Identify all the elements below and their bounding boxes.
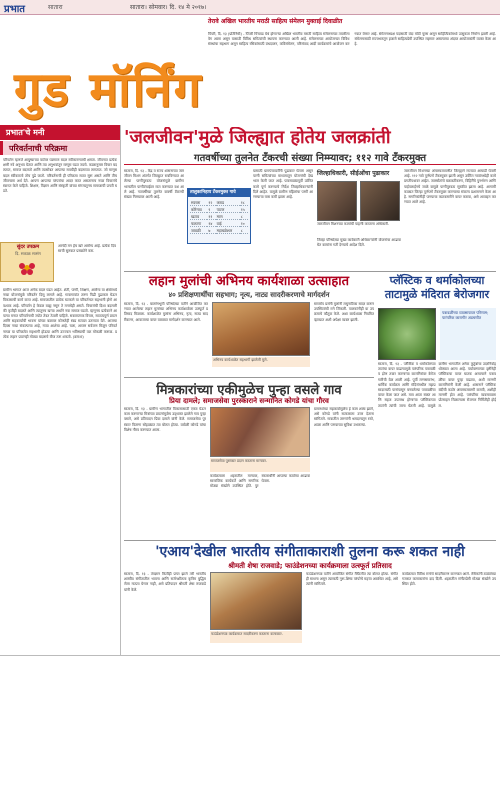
column-divider (120, 125, 121, 655)
award-photo (210, 407, 310, 457)
edition-label: सातारा (48, 4, 63, 11)
headline-rule (124, 164, 496, 165)
quote-title: सुंदर उपक्रम (16, 244, 40, 250)
top-story-headline: तेरावे अखिल भारतीय मराठी साहित्य संमेलन मुक्ताई दिवाळीत (208, 18, 343, 25)
village-subhead: प्रिया दामले; समाजसेवा पुरस्काराने सन्मानित कोगडे यांचा गौरव (169, 397, 329, 405)
collector-photo (317, 181, 357, 221)
stats-table (190, 199, 248, 234)
table-cell: जावळी (190, 227, 207, 234)
table-cell: फलटण (190, 220, 207, 227)
table-cell: कोरेगाव (190, 206, 207, 213)
section-rule (124, 271, 496, 272)
table-cell: ७ (207, 227, 215, 234)
table-cell: पाटण (216, 206, 240, 213)
main-story-col5: जलजीवन मिशनच्या अंमलबजावणीत जिल्ह्याने राज्यात आघाडी घेतली आहे. ११२ गावे पूर्णपणे टँकरमुक्त झाली असून उर्वरित गावांमध्येही कामे प्रगतीपथावर आहेत. जलस्रोतांचे बळकटीकरण, विहिरींचे पुनर्भरण आणि पाईपलाईनचे जाळे यामुळे पाणीपुरवठा सुरळीत झाला आहे. आगामी काळात जिल्हा पूर्णपणे टँकरमुक्त करण्याचा संकल्प प्रशासनाने केला आहे. नागरिकांनीही पाण्याचा काटकसरीने वापर करावा, असे आवाहन करण्यात आले आहे. (404, 169, 496, 205)
ai-music-story-col2: फाउंडेशनच्या वतीने आयोजित संगीत मैफिलीत त्या बोलत होत्या. संगीत ही साधना असून त्यासाठी गुरू-शिष्य परंपरेचे महत्त्व अबाधित आहे, असे त्यांनी सांगितले. (306, 572, 398, 587)
flower-icon (16, 259, 38, 277)
table-cell: खटाव (190, 213, 207, 220)
table-cell: १८ (240, 199, 248, 206)
ceo-photo (360, 181, 400, 221)
award-photo-caption: समाजसेवा पुरस्कार प्रदान करताना मान्यवर. (210, 458, 310, 472)
table-row (190, 227, 248, 234)
table-cell: महाबळेश्वर (216, 227, 240, 234)
page-bottom-rule (0, 655, 500, 656)
village-story-col2: कार्यक्रमाला शहरातील मान्यवर, सामाजिक कार्यकर्ते आणि नागरिक मोठ्या संख्येने उपस्थित होते. पुरस्कारार्थींनी आपल्या कार्याचा आढावा घेतला. (210, 474, 310, 489)
table-cell: ९ (207, 206, 215, 213)
workshop-photo (212, 302, 310, 356)
ai-music-story-col3: कार्यक्रमात विविध रागांचे सादरीकरण करण्यात आले. रसिकांनी टाळ्यांच्या गजरात कलाकारांना दाद दिली. शहरातील संगीतप्रेमी मोठ्या संख्येने उपस्थित होते. (402, 572, 496, 587)
top-strip (0, 0, 500, 15)
quote-text: आनंदी मन हेच खरे आरोग्य आहे. प्रत्येक दिवसाची सुरुवात प्रसन्नतेने करा. (58, 244, 116, 254)
ai-music-story-col1: सातारा, दि. १३ - तंत्रज्ञान कितीही प्रगत झाले तरी भारतीय शास्त्रीय संगीतातील भावना आणि सर्जनशीलता कृत्रिम बुद्धिमत्तेला गाठता येणार नाही, असे प्रतिपादन श्रीमती शेषा राजवाडे यांनी केले. (124, 572, 206, 592)
stats-box-title: तालुकानिहाय टँकरमुक्त गावे (188, 189, 250, 197)
officials-byline: जिल्हाधिकारी, सीईओंचा पुढाकार (317, 170, 390, 177)
table-cell: ८ (240, 227, 248, 234)
column-body: परिवर्तन म्हणजे आयुष्याच्या वाटेवर घडणारा बदल स्वीकारण्याची क्षमता. जीवनात प्रत्येक क्षणी नवे अनुभव येतात आणि त्या अनुभवांतून माणूस घडत जातो. काळानुसार विचार बदलतात, समाज बदलतो आणि त्यासोबत आपल्या सवयीही बदलाव्या लागतात. जो माणूस बदल स्वीकारतो तोच पुढे जातो. परिवर्तनाची ही परिक्रमा सतत सुरू असते आणि तीच जीवनाला अर्थ देते. आपण आपल्या परंपरांचा आदर करत असतानाच नव्या विचारांचे स्वागत केले पाहिजे. शिक्षण, विज्ञान आणि संस्कृती यांच्या संगमातूनच समाजाची प्रगती घडते. (3, 158, 117, 194)
quote-sub: दि. सकाळ सत्संग (15, 251, 41, 256)
workshop-headline: लहान मुलांची अभिनय कार्यशाळा उत्साहात (148, 274, 350, 289)
column-tab: प्रभात'चे मनी (0, 125, 120, 140)
concert-photo (210, 572, 302, 630)
workshop-story-col3: समारोप प्रसंगी मुलांनी लघुनाटिका सादर करून उपस्थितांची मने जिंकली. पालकांनीही या उपक्रमाचे कौतुक केले. अशा कार्यशाळा नियमित व्हाव्यात अशी अपेक्षा व्यक्त झाली. (314, 302, 374, 322)
main-story-col1: सातारा, दि. १३ - केंद्र व राज्य शासनाच्या जलजीवन मिशन अंतर्गत जिल्ह्यात राबविण्यात आलेल्या पाणीपुरवठा योजनांमुळे ग्रामीण भागातील पाणीटंचाईवर मात करण्यात यश आले आहे. गतवर्षीच्या तुलनेत यावर्षी टँकरची संख्या निम्म्यावर आली आहे. (124, 169, 184, 200)
photo-caption: जलजीवन मिशनच्या कामांची पाहणी करताना अधिकारी. (317, 222, 390, 226)
plastic-headline: प्लॅस्टिक व थर्माकोलच्या ताटामुळे मंदिरात बेरोजगार (384, 274, 490, 301)
village-headline: मित्रकारांच्या एकीमुळेच पुन्हा वसले गाव (156, 383, 342, 398)
table-cell: १४ (207, 220, 215, 227)
table-cell: माण (216, 213, 240, 220)
table-cell: ११ (207, 213, 215, 220)
main-headline: 'जलजीवन'मुळे जिल्ह्यात होतेय जलक्रांती (124, 127, 391, 148)
dateline: सातारा। सोमवार। दि. १४ मे २०१७। (130, 4, 207, 11)
section-rule (124, 377, 374, 378)
workshop-story-col1: सातारा, दि. १३ - बालरंगभूमी परिषदेच्या वतीने आयोजित करण्यात आलेल्या लहान मुलांच्या अभिनय कार्यशाळेला उत्स्फूर्त प्रतिसाद मिळाला. कार्यशाळेत मुलांना अभिनय, नृत्य, नाट्य सादरीकरण, आवाजाचा वापर याबाबत मार्गदर्शन करण्यात आले. (124, 302, 208, 322)
table-cell: ८ (240, 213, 248, 220)
ai-music-headline: 'एआय'देखील भारतीय संगीताकाराशी तुलना करू शकत नाही (155, 544, 465, 560)
table-row (190, 220, 248, 227)
table-row (190, 213, 248, 220)
main-story-col4: जिल्हा परिषदेच्या मुख्य कार्यकारी अधिकाऱ्यांनी योजनांचा आढावा घेत कामांना गती देण्याचे आदेश दिले. (317, 238, 401, 248)
plastic-story-body: सातारा, दि. १३ - प्लॅस्टिक व थर्माकोलच्या ताटांचा वापर वाढल्यामुळे पारंपरिक पत्रावळी व द्रोण तयार करणाऱ्या कारागिरांवर बेरोजगारीची वेळ आली आहे. पूर्वी लग्नसमारंभ, धार्मिक कार्यक्रम आणि मंदिरांमधील महाप्रसादासाठी पानांपासून बनवलेल्या पत्रावळींचा वापर केला जात असे. मात्र आता स्वस्त आणि सहज उपलब्ध होणाऱ्या प्लॅस्टिकच्या ताटांनी त्यांची जागा घेतली आहे. यामुळे ग्रामीण भागातील अनेक कुटुंबांचा उदरनिर्वाह धोक्यात आला आहे. पर्यावरणाच्या दृष्टीनेही प्लॅस्टिकचा वापर घातक असल्याने पत्रावळींचा वापर पुन्हा वाढावा, अशी मागणी कारागिरांनी केली आहे. शासनाने प्लॅस्टिकबंदीची कठोर अंमलबजावणी करावी, अशीही मागणी होत आहे. पारंपरिक व्यवसायाला प्रोत्साहन मिळाल्यास रोजगार निर्मितीही होईल. (378, 362, 496, 408)
table-cell: १० (240, 220, 248, 227)
village-story-col1: सातारा, दि. १३ - ग्रामीण भागातील विकासासाठी एकत्र येऊन काम करणाऱ्या मित्रांच्या प्रयत्नांमुळेच उद्ध्वस्त झालेले गाव पुन्हा वसले, असे प्रतिपादन प्रिया दामले यांनी केले. समाजसेवा पुरस्कार वितरण सोहळ्यात त्या बोलत होत्या. यावेळी कोगडे यांचा विशेष गौरव करण्यात आला. (124, 407, 206, 432)
table-row (190, 206, 248, 213)
column-heading: परिवर्तनाची परिक्रमा (0, 141, 120, 155)
main-story-col3: यासाठी ग्रामपंचायतींनी पुढाकार घेतला असून पाणी समित्यांच्या माध्यमातून योजनांची देखभाल केली जात आहे. पावसाळ्यापूर्वी उर्वरित कामे पूर्ण करण्याचे निर्देश जिल्हाधिकाऱ्यांनी दिले आहेत. यामुळे ग्रामीण महिलांचा पाणी आणण्याचा त्रास कमी झाला आहे. (253, 169, 313, 200)
table-cell: १२ (207, 199, 215, 206)
workshop-photo-caption: अभिनय कार्यशाळेत सहभागी झालेली मुले. (212, 357, 310, 367)
table-cell: सातारा (190, 199, 207, 206)
page-title: गुड मॉर्निंग (14, 62, 203, 118)
ai-music-subhead: श्रीमती शेषा राजवाडे; फाउंडेशनच्या कार्यक्रमाला उत्स्फूर्त प्रतिसाद (228, 562, 392, 570)
concert-photo-caption: फाउंडेशनच्या कार्यक्रमात सादरीकरण करताना कलाकार. (210, 631, 302, 643)
table-cell: १५ (240, 206, 248, 213)
table-cell: कराड (216, 199, 240, 206)
leaf-plate-photo (378, 308, 436, 360)
main-subhead: गतवर्षीच्या तुलनेत टँकरची संख्या निम्म्यावर; ११२ गावे टँकरमुक्त (193, 153, 427, 164)
table-cell: वाई (216, 220, 240, 227)
workshop-subhead: ४० प्रशिक्षणार्थींचा सहभाग; नृत्य, नाट्य सादरीकरणाचे मार्गदर्शन (168, 291, 330, 299)
plastic-photo-caption: पत्रावळींच्या व्यवसायावर परिणाम; पारंपरिक कारागीर अडचणीत (440, 308, 496, 360)
column-body-continued: ग्रामीण भागात आज अनेक बदल घडत आहेत. शेती, पाणी, शिक्षण, आरोग्य या क्षेत्रांमध्ये नव्या योजनांमुळे परिवर्तन दिसू लागले आहे. गावागावांत तरुण पिढी पुढाकार घेऊन विकासाची कामे करत आहे. समाजातील प्रत्येक घटकाने या परिवर्तनात सहभागी होणे आवश्यक आहे. परिवर्तन हे केवळ बाह्य नसून ते मनाचेही असते. विचारांची दिशा बदलली की कृतीही बदलते आणि त्यातूनच खऱ्या अर्थाने नवा समाज घडतो. म्हणूनच प्रत्येकाने आपल्या मनात परिवर्तनाची ज्योत तेवत ठेवली पाहिजे. सकारात्मक विचार, सातत्यपूर्ण प्रयत्न आणि सहकार्याची भावना यांच्या बळावर कोणतेही स्वप्न सत्यात उतरवता येते. आजचा दिवस नव्या संकल्पाचा आहे, नव्या आशेचा आहे. चला, आपण सर्वजण मिळून परिवर्तनाच्या या परिक्रमेत सहभागी होऊया आणि उज्ज्वल भविष्याची वाट मोकळी करूया. प्रत्येक लहान प्रयत्नही मोठ्या बदलाचे बीज ठरू शकतो. (क्रमशः) (3, 288, 117, 339)
section-rule (124, 540, 496, 541)
village-story-col3: ग्रामस्थांच्या सहकार्यामुळेच हे काम शक्य झाले, असे कोगडे यांनी सत्काराला उत्तर देताना सांगितले. गावातील तरुणांनी श्रमदानातून रस्ते, शाळा आणि पाण्याच्या सुविधा उभारल्या. (314, 407, 374, 427)
top-story-body: पिंपरी, दि. १३ (प्रतिनिधी) - पिंपरी चिंचवड येथे होणाऱ्या अखिल भारतीय मराठी साहित्य संमेलनाच्या तयारीला वेग आला असून यासाठी विविध समित्यांची स्थापना करण्यात आली आहे. संमेलनाच्या आयोजनात विविध संस्थांचा सहभाग असून साहित्य रसिकांसाठी ग्रंथदालन, कविसंमेलन, परिसंवाद आदी कार्यक्रमांचे आयोजन करण्यात येणार आहे. संमेलनाध्यक्ष पदासाठी यंदा मोठी चुरस असून साहित्यिकांमध्ये उत्सुकता निर्माण झाली आहे. संमेलनासाठी राज्यभरातून हजारो साहित्यप्रेमी उपस्थित राहणार असल्याचा अंदाज आयोजकांनी व्यक्त केला आहे. (208, 32, 496, 47)
brand-logo: प्रभात (4, 4, 26, 15)
